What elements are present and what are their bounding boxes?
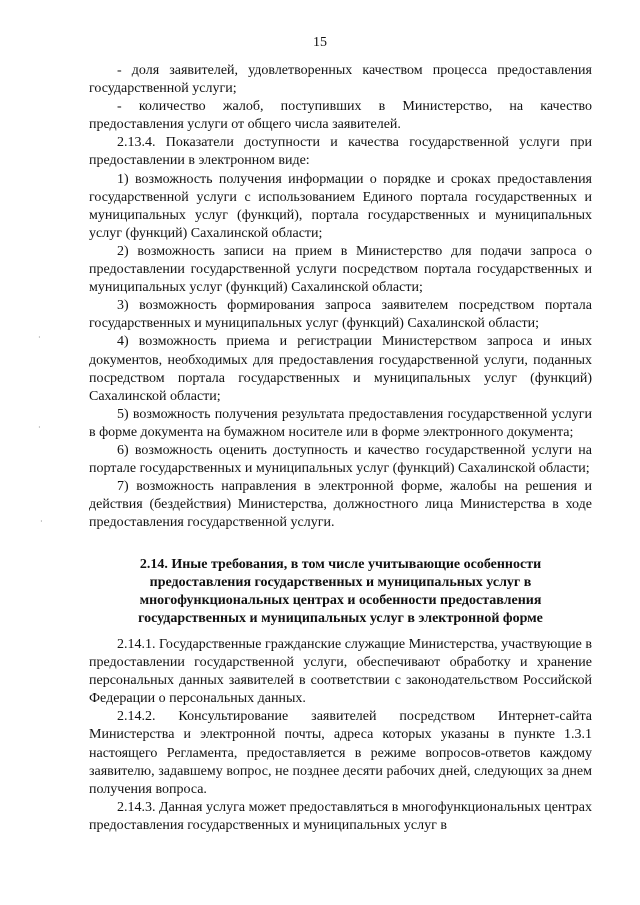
paragraph: 7) возможность направления в электронной форме, жалобы на решения и действия (бездействия) Министерства, должностного лица Министерства в ходе предоставления государственной услуги. (89, 479, 592, 531)
paragraph: 5) возможность получения результата предоставления государственной услуги в форме документа на бумажном носителе или в форме электронного документа; (89, 406, 592, 440)
scan-mark: · (40, 517, 43, 526)
paragraph: - доля заявителей, удовлетворенных качеством процесса предоставления государственной услуги; (89, 63, 592, 97)
paragraph: 2.14.1. Государственные гражданские служащие Министерства, участвующие в предоставлении государственной услуги, обеспечивают обработку и хранение персональных данных заявителей в соответствии с законодательством Российской Федерации о персональных данных. (89, 637, 592, 707)
paragraph: 3) возможность формирования запроса заявителем посредством портала государственных и муниципальных услуг (функций) Сахалинской области; (89, 298, 592, 332)
section-2-14-text (89, 636, 592, 835)
scan-mark: · (38, 423, 41, 432)
paragraph: 2) возможность записи на прием в Министерство для подачи запроса о предоставлении государственной услуги посредством портала государственных и муниципальных услуг (функций) Сахалинской области; (89, 243, 592, 296)
paragraph: 2.14.3. Данная услуга может предоставляться в многофункциональных центрах предоставления государственных и муниципальных услуг в (89, 799, 592, 833)
paragraph: - количество жалоб, поступивших в Министерство, на качество предоставления услуги от общего числа заявителей. (89, 99, 592, 133)
paragraph: 6) возможность оценить доступность и качество государственной услуги на портале государственных и муниципальных услуг (функций) Сахалинской области; (89, 442, 592, 477)
paragraph: 4) возможность приема и регистрации Министерством запроса и иных документов, необходимых для предоставления государственной услуги, поданных посредством портала государственных и муниципальных услуг (функций) Сахалинской области; (89, 334, 592, 404)
scan-mark: · (38, 333, 41, 342)
page-number: 15 (313, 35, 327, 50)
section-heading: 2.14. Иные требования, в том числе учитывающие особенности предоставления государственных и муниципальных услуг в многофункциональных центрах и особенности предоставления государственных и муниципальных услуг в электронной форме (138, 557, 543, 627)
paragraph: 2.13.4. Показатели доступности и качества государственной услуги при предоставлении в электронном виде: (89, 135, 592, 169)
paragraph: 2.14.2. Консультирование заявителей посредством Интернет-сайта Министерства и электронной почты, адреса которых указаны в пункте 1.3.1 настоящего Регламента, предоставляется в режиме вопросов-ответов каждому заявителю, задавшему вопрос, не позднее десяти рабочих дней, следующих за днем получения вопроса. (89, 709, 592, 797)
paragraph: 1) возможность получения информации о порядке и сроках предоставления государственной услуги с использованием Единого портала государственных и муниципальных услуг (функций), портала государственных и муниципальных услуг (функций) Сахалинской области; (89, 171, 592, 241)
section-2-13-text (89, 62, 592, 532)
